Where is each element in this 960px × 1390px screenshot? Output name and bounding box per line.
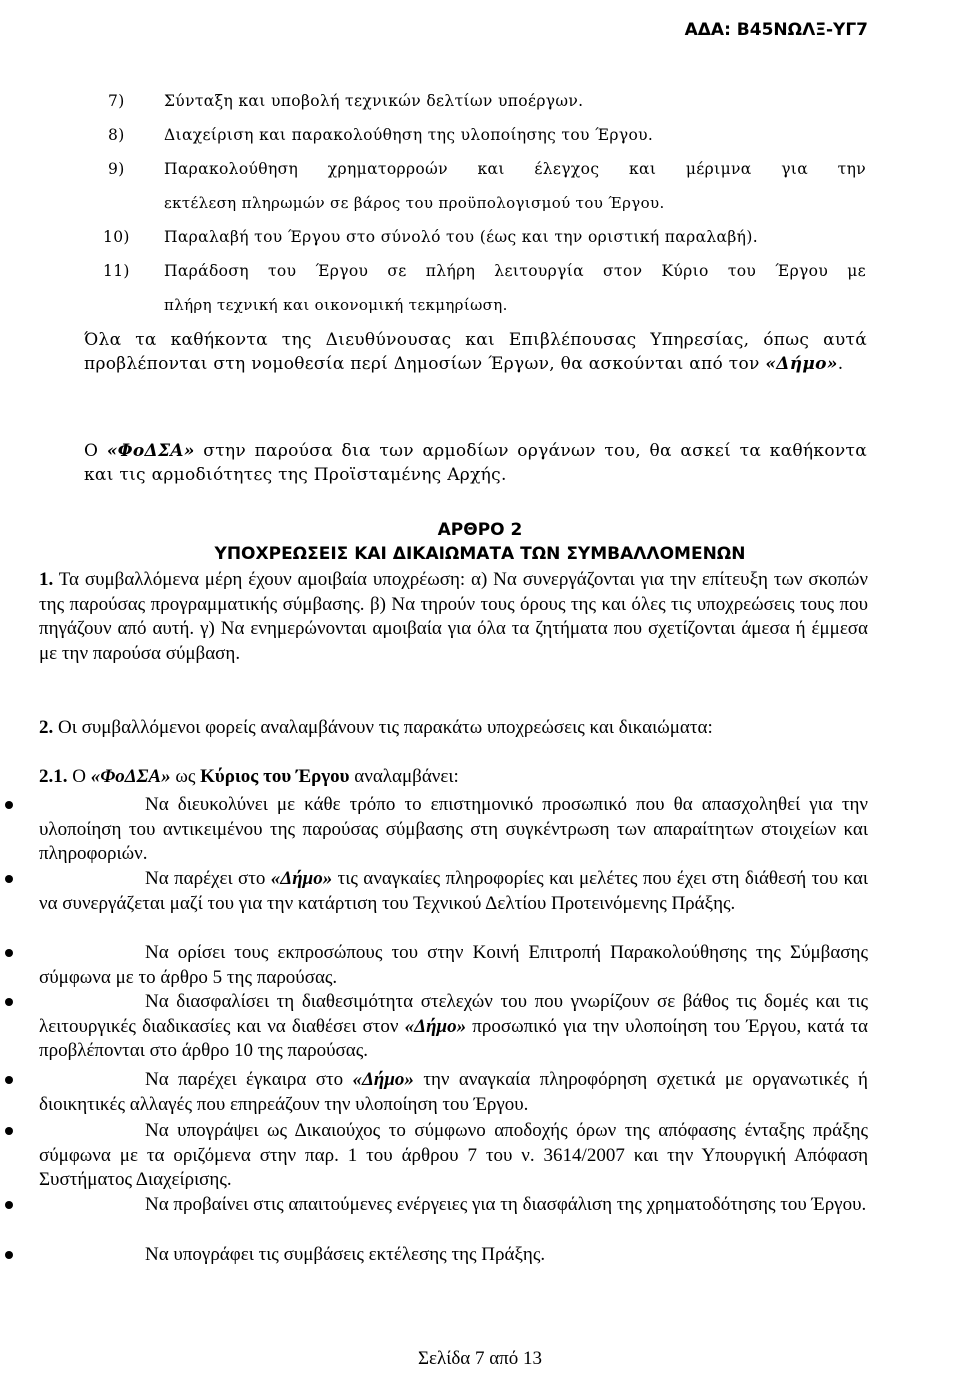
section-text: Ο	[67, 766, 91, 787]
list-item-number: 7)	[108, 92, 125, 110]
bullet-text: Να προβαίνει στις απαιτούμενες ενέργειες για τη διασφάλιση της χρηματοδότησης του Έργου.	[145, 1194, 867, 1215]
paragraph-fodsa	[84, 439, 867, 487]
para-text: .	[837, 354, 844, 374]
list-item-continuation: εκτέλεση πληρωμών σε βάρος του προϋπολογισμού του Έργου.	[164, 194, 665, 212]
bullet-item	[39, 1193, 868, 1218]
bullet-item	[39, 793, 868, 867]
para-bold: «ΦοΔΣΑ»	[106, 441, 195, 461]
section-bold: Κύριος του Έργου	[200, 766, 350, 787]
bullet-item	[39, 941, 868, 990]
list-item	[0, 84, 960, 118]
list-item-number: 11)	[103, 262, 130, 280]
bullet-item	[39, 990, 868, 1064]
bullet-text: Να διασφαλίσει τη διαθεσιμότητα στελεχών του που γνωρίζουν σε βάθος τις δομές και τις λειτουργικές διαδικασίες και να διαθέσει στον	[39, 991, 868, 1037]
list-item-text: Παράδοση του Έργου σε πλήρη λειτουργία στον Κύριο του Έργου με	[164, 262, 866, 280]
section-text: Οι συμβαλλόμενοι φορείς αναλαμβάνουν τις παρακάτω υποχρεώσεις και δικαιώματα:	[53, 717, 713, 738]
bullet-item	[39, 1119, 868, 1193]
section-number: 2.1.	[39, 766, 68, 787]
bullet-icon	[5, 1201, 13, 1209]
bullet-text: Να παρέχει έγκαιρα στο	[145, 1069, 353, 1090]
list-item	[0, 152, 960, 220]
list-item	[0, 220, 960, 254]
list-item-text: Σύνταξη και υποβολή τεχνικών δελτίων υποέργων.	[164, 92, 584, 110]
bullet-item	[39, 1243, 868, 1268]
section-2	[39, 716, 868, 741]
bullet-bold: «Δήμο»	[404, 1015, 467, 1037]
para-text: Όλα τα καθήκοντα της Διευθύνουσας και Επιβλέπουσας Υπηρεσίας, όπως αυτά προβλέπονται στη νομοθεσία περί Δημοσίων Έργων, θα ασκούνται από τον	[84, 330, 867, 374]
list-item-number: 8)	[108, 126, 125, 144]
bullet-text: Να ορίσει τους εκπροσώπους του στην Κοινή Επιτροπή Παρακολούθησης της Σύμβασης σύμφωνα με το άρθρο 5 της παρούσας.	[39, 942, 868, 988]
bullet-text: Να παρέχει στο	[145, 868, 271, 889]
bullet-text: Να υπογράψει ως Δικαιούχος το σύμφωνο αποδοχής όρων της απόφασης ένταξης πράξης σύμφωνα με τα οριζόμενα στην παρ. 1 του άρθρου 7 του ν. 3614/2007 και την Υπουργική Απόφαση Συστήματος Διαχείρισης.	[39, 1120, 868, 1190]
ada-code: ΑΔΑ: Β45ΝΩΛΞ-ΥΓ7	[684, 20, 868, 40]
bullet-icon	[5, 1076, 13, 1084]
bullet-icon	[5, 875, 13, 883]
page-number: Σελίδα 7 από 13	[417, 1348, 543, 1369]
list-item	[0, 254, 960, 322]
bullet-icon	[5, 949, 13, 957]
list-item	[0, 118, 960, 152]
section-number: 2.	[39, 717, 54, 738]
article-subtitle: ΥΠΟΧΡΕΩΣΕΙΣ ΚΑΙ ΔΙΚΑΙΩΜΑΤΑ ΤΩΝ ΣΥΜΒΑΛΛΟΜΕΝΩΝ	[214, 544, 746, 564]
section-bold: «ΦοΔΣΑ»	[90, 766, 171, 787]
bullet-icon	[5, 998, 13, 1006]
list-item-text: Διαχείριση και παρακολούθηση της υλοποίησης του Έργου.	[164, 126, 654, 144]
article-title: ΑΡΘΡΟ 2	[437, 520, 523, 540]
bullet-icon	[5, 801, 13, 809]
bullet-icon	[5, 1127, 13, 1135]
bullet-bold: «Δήμο»	[270, 868, 333, 889]
para-bold: «Δήμο»	[765, 354, 838, 374]
bullet-item	[39, 1068, 868, 1117]
bullet-text: Να διευκολύνει με κάθε τρόπο το επιστημονικό προσωπικό που θα απασχοληθεί για την υλοποίηση του αντικειμένου της παρούσας σύμβασης στη συγκέντρωση των απαραίτητων στοιχείων και πληροφοριών.	[39, 794, 868, 864]
para-text: στην παρούσα δια των αρμοδίων οργάνων του, θα ασκεί τα καθήκοντα και τις αρμοδιότητες της Προϊσταμένης Αρχής.	[84, 441, 867, 485]
list-item-continuation: πλήρη τεχνική και οικονομική τεκμηρίωση.	[164, 296, 508, 314]
bullet-text: τις αναγκαίες πληροφορίες και μελέτες που έχει στη διάθεσή του και να συνεργάζεται μαζί του για την κατάρτιση του Τεχνικού Δελτίου Προτεινόμενης Πράξης.	[39, 868, 868, 914]
section-text: ως	[170, 766, 201, 787]
section-2-1	[39, 765, 868, 790]
bullet-text: Να υπογράφει τις συμβάσεις εκτέλεσης της Πράξης.	[145, 1244, 546, 1265]
section-text: αναλαμβάνει:	[349, 766, 459, 787]
list-item-text: Παραλαβή του Έργου στο σύνολό του (έως και την οριστική παραλαβή).	[164, 228, 758, 246]
paragraph-duties	[84, 328, 867, 376]
list-item-number: 9)	[108, 160, 125, 178]
duties-list	[0, 84, 960, 322]
bullet-bold: «Δήμο»	[352, 1069, 414, 1090]
section-1	[39, 568, 868, 666]
list-item-number: 10)	[103, 228, 130, 246]
bullet-text: προσωπικό για την υλοποίηση του Έργου, κατά τα προβλέπονται στο άρθρο 10 της παρούσας.	[39, 1015, 868, 1061]
para-text: Ο	[84, 441, 107, 461]
bullet-item	[39, 867, 868, 916]
bullet-text: την αναγκαία πληροφόρηση σχετικά με οργανωτικές ή διοικητικές αλλαγές που επηρεάζουν την υλοποίηση του Έργου.	[39, 1069, 868, 1115]
bullet-icon	[5, 1251, 13, 1259]
section-number: 1.	[39, 569, 54, 590]
section-text: Τα συμβαλλόμενα μέρη έχουν αμοιβαία υποχρέωση: α) Να συνεργάζονται για την επίτευξη των σκοπών της παρούσας προγραμματικής σύμβασης. β) Να τηρούν τους όρους της και όλες τις υποχρεώσεις τους που πηγάζουν από αυτή. γ) Να ενημερώνονται αμοιβαία για όλα τα ζητήματα που σχετίζονται άμεσα ή έμμεσα με την παρούσα σύμβαση.	[39, 569, 868, 664]
list-item-text: Παρακολούθηση χρηματορροών και έλεγχος και μέριμνα για την	[164, 160, 866, 178]
